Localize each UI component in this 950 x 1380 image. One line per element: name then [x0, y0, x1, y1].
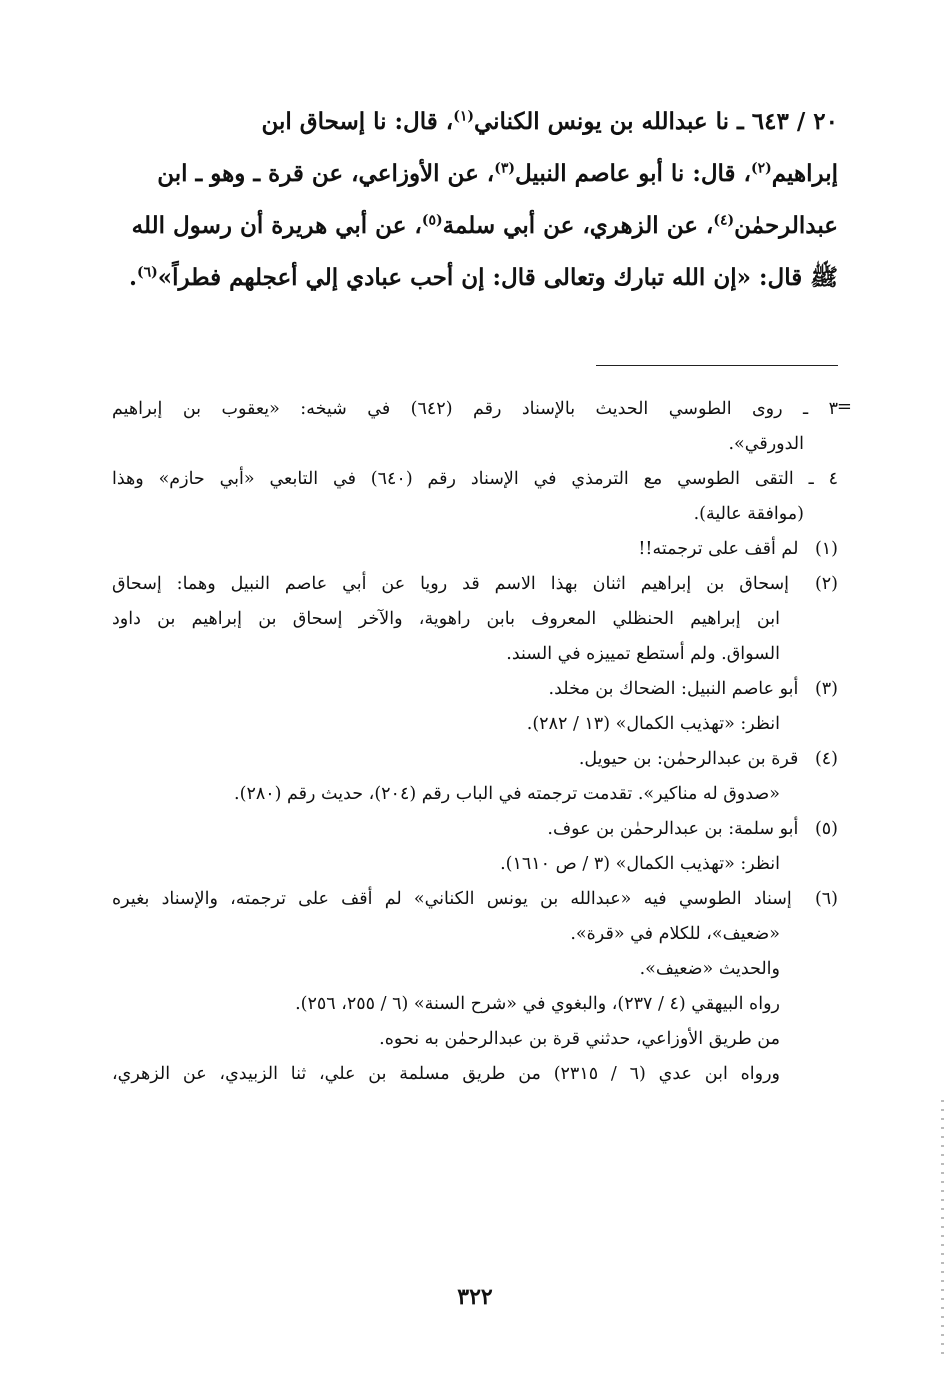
- footnote-ref-2[interactable]: (٢): [750, 160, 772, 177]
- footnote-number: (٥): [814, 819, 838, 839]
- footnote-6-line-4: رواه البيهقي (٤ / ٢٣٧)، والبغوي في «شرح السنة» (٦ / ٢٥٥، ٢٥٦).: [295, 994, 780, 1014]
- footnote-6-line-3: والحديث «ضعيف».: [639, 959, 780, 979]
- footnote-separator: [596, 365, 838, 366]
- footnote-2-line-2: ابن إبراهيم الحنظلي المعروف بابن راهوية، والآخر إسحاق بن إبراهيم بن داود: [112, 609, 780, 629]
- hadith-line-2: إبراهيم$^{(٢)}$، قال: نا أبو عاصم النبيل$^{(٣)}$، عن الأوزاعي، عن قرة ـ وهو ـ ابن: [157, 160, 838, 187]
- note-3-line-2: الدورقي».: [728, 434, 804, 454]
- hadith-text: [112, 96, 838, 304]
- footnote-number: (٤): [814, 749, 838, 769]
- continuation-mark: =: [836, 396, 852, 417]
- footnote-ref-6[interactable]: (٦): [136, 264, 158, 281]
- footnotes: [112, 392, 838, 1092]
- footnote-3-line-2: انظر: «تهذيب الكمال» (١٣ / ٢٨٢).: [526, 714, 780, 734]
- footnote-1: (١) لم أقف على ترجمته!!: [112, 532, 838, 567]
- footnote-4-line-2: «صدوق له مناكير». تقدمت ترجمته في الباب رقم (٢٠٤)، حديث رقم (٢٨٠).: [234, 784, 780, 804]
- footnote-6-line-1: (٦) إسناد الطوسي فيه «عبدالله بن يونس الكناني» لم أقف على ترجمته، والإسناد بغيره: [112, 882, 838, 917]
- footnote-2-line-1: (٢) إسحاق بن إبراهيم اثنان بهذا الاسم قد رويا عن أبي عاصم النبيل وهما: إسحاق: [112, 567, 838, 602]
- footnote-6-line-2: «ضعيف»، للكلام في «قرة».: [570, 924, 780, 944]
- page-number: ٣٢٢: [457, 1284, 493, 1310]
- scan-edge-artifact: [941, 1100, 944, 1360]
- footnote-ref-4[interactable]: (٤): [713, 212, 735, 229]
- footnote-3-line-1: (٣) أبو عاصم النبيل: الضحاك بن مخلد.: [112, 672, 838, 707]
- footnote-6-line-5: من طريق الأوزاعي، حدثني قرة بن عبدالرحمٰن به نحوه.: [379, 1029, 780, 1049]
- footnote-ref-1[interactable]: (١): [453, 108, 474, 125]
- note-4-line-2: (موافقة عالية).: [693, 504, 804, 524]
- footnote-2-line-3: السواق. ولم أستطع تمييزه في السند.: [506, 644, 780, 664]
- footnote-number: (٣): [814, 679, 838, 699]
- hadith-line-3: عبدالرحمٰن$^{(٤)}$، عن الزهري، عن أبي سلمة$^{(٥)}$، عن أبي هريرة أن رسول الله: [131, 212, 838, 239]
- footnote-5-line-2: انظر: «تهذيب الكمال» (٣ / ص ١٦١٠).: [500, 854, 780, 874]
- footnote-ref-5[interactable]: (٥): [421, 212, 443, 229]
- footnote-4-line-1: (٤) قرة بن عبدالرحمٰن: بن حيويل.: [112, 742, 838, 777]
- note-4-line-1: ٤ ـ التقى الطوسي مع الترمذي في الإسناد رقم (٦٤٠) في التابعي «أبي حازم» وهذا: [112, 469, 838, 489]
- footnote-number: (٦): [814, 889, 838, 909]
- footnote-number: (٢): [814, 574, 838, 594]
- footnote-5-line-1: (٥) أبو سلمة: بن عبدالرحمٰن بن عوف.: [112, 812, 838, 847]
- hadith-line-1: ٢٠ / ٦٤٣ ـ نا عبدالله بن يونس الكناني$^{(١)}$، قال: نا إسحاق ابن: [261, 108, 838, 135]
- footnote-ref-3[interactable]: (٣): [494, 160, 516, 177]
- note-3-line-1: ٣ ـ روى الطوسي الحديث بالإسناد رقم (٦٤٢) في شيخه: «يعقوب بن إبراهيم: [112, 399, 838, 419]
- footnote-number: (١): [814, 539, 838, 559]
- footnote-6-line-6: ورواه ابن عدي (٦ / ٢٣١٥) من طريق مسلمة بن علي، ثنا الزبيدي، عن الزهري،: [112, 1064, 780, 1084]
- hadith-line-4: ﷺ قال: «إن الله تبارك وتعالى قال: إن أحب عبادي إلي أعجلهم فطراً»$^{(٦)}$.: [128, 264, 838, 291]
